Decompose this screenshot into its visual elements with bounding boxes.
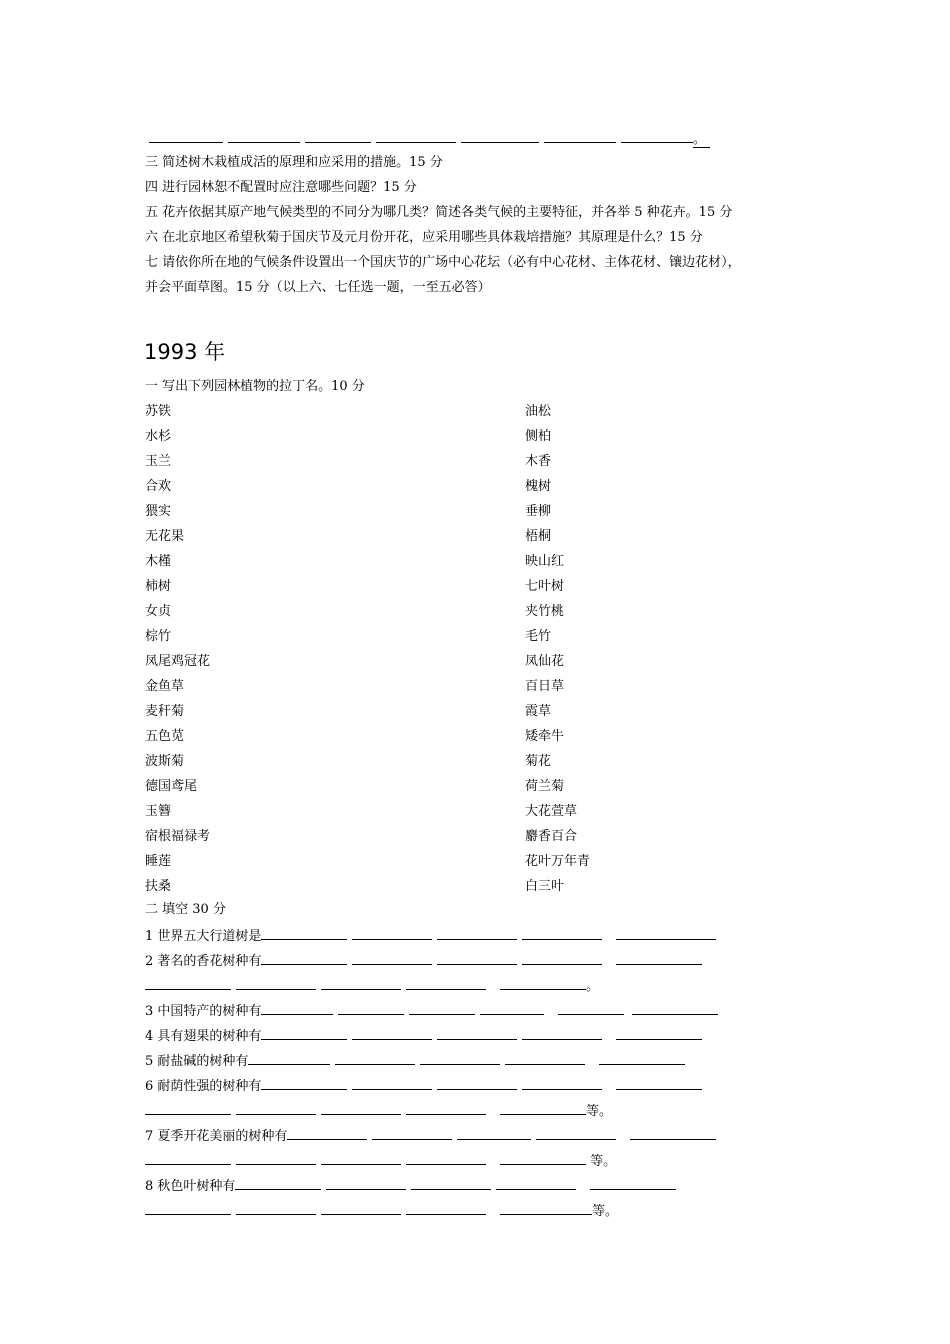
plant-name-right: 矮牵牛 (525, 729, 565, 744)
blank[interactable] (338, 1002, 404, 1015)
question-3: 三 简述树木栽植成活的原理和应采用的措施。15 分 (145, 155, 443, 170)
blank[interactable] (616, 927, 716, 940)
blank[interactable] (372, 1127, 452, 1140)
blank[interactable] (228, 130, 300, 143)
plant-name-left: 波斯菊 (145, 754, 185, 769)
blank[interactable] (321, 1152, 401, 1165)
blank[interactable] (522, 1077, 602, 1090)
plant-name-left: 棕竹 (145, 629, 172, 644)
fill-q8-label: 8 秋色叶树种有 (145, 1179, 236, 1194)
blank[interactable] (544, 130, 616, 143)
blank[interactable] (522, 927, 602, 940)
blank[interactable] (145, 1202, 231, 1215)
blank[interactable] (261, 927, 347, 940)
plant-name-left: 苏铁 (145, 404, 172, 419)
question-7: 七 请依你所在地的气候条件设置出一个国庆节的广场中心花坛（必有中心花材、主体花材、镶边花材）， (145, 255, 741, 270)
plant-name-left: 五色苋 (145, 729, 185, 744)
fill-q4 (145, 1027, 707, 1045)
fill-q6-end: 等。 (586, 1104, 613, 1119)
blank[interactable] (461, 130, 539, 143)
blank[interactable] (236, 1152, 316, 1165)
fill-q5-label: 5 耐盐碱的树种有 (145, 1054, 249, 1069)
blank[interactable] (352, 952, 432, 965)
plant-name-left: 无花果 (145, 529, 185, 544)
blank[interactable] (376, 130, 456, 143)
fill-q7-end: 等。 (586, 1154, 617, 1169)
fill-q8 (145, 1177, 681, 1195)
blank[interactable] (437, 1027, 517, 1040)
plant-name-left: 凤尾鸡冠花 (145, 654, 211, 669)
plant-name-right: 木香 (525, 454, 552, 469)
fill-q2-cont (145, 977, 599, 995)
fill-q5 (145, 1052, 690, 1070)
blank[interactable] (406, 1152, 486, 1165)
plant-name-left: 麦秆菊 (145, 704, 185, 719)
plant-name-left: 玉兰 (145, 454, 172, 469)
fill-q8-end: 等。 (592, 1204, 619, 1219)
fill-q7-label: 7 夏季开花美丽的树种有 (145, 1129, 288, 1144)
blank[interactable] (411, 1177, 491, 1190)
fill-q7-cont (145, 1152, 616, 1170)
plant-name-right: 白三叶 (525, 879, 565, 894)
plant-name-right: 油松 (525, 404, 552, 419)
blank[interactable] (409, 1002, 475, 1015)
plant-name-right: 垂柳 (525, 504, 552, 519)
blank[interactable] (326, 1177, 406, 1190)
blank[interactable] (505, 1052, 585, 1065)
year-heading: 1993 年 (144, 340, 226, 364)
blank[interactable] (236, 1102, 316, 1115)
blank[interactable] (632, 1002, 718, 1015)
blank[interactable] (437, 952, 517, 965)
blank[interactable] (457, 1127, 531, 1140)
plant-name-left: 水杉 (145, 429, 172, 444)
blank[interactable] (616, 952, 702, 965)
plant-name-right: 毛竹 (525, 629, 552, 644)
blank[interactable] (321, 1102, 401, 1115)
blank[interactable] (261, 1077, 347, 1090)
plant-name-left: 金鱼草 (145, 679, 185, 694)
fill-q1 (145, 927, 721, 945)
blank[interactable] (558, 1002, 624, 1015)
plant-name-left: 合欢 (145, 479, 172, 494)
plant-name-right: 映山红 (525, 554, 565, 569)
fill-q4-label: 4 具有翅果的树种有 (145, 1029, 262, 1044)
blank[interactable] (287, 1127, 367, 1140)
blank[interactable] (500, 977, 586, 990)
blank[interactable] (420, 1052, 500, 1065)
fill-q7 (145, 1127, 721, 1145)
blank[interactable] (248, 1052, 330, 1065)
plant-name-left: 柿树 (145, 579, 172, 594)
plant-name-right: 花叶万年青 (525, 854, 591, 869)
blank[interactable] (406, 977, 486, 990)
plant-name-left: 猥实 (145, 504, 172, 519)
fill-q2 (145, 952, 707, 970)
plant-name-right: 七叶树 (525, 579, 565, 594)
section-2-title: 二 填空 30 分 (145, 902, 226, 917)
blank[interactable] (500, 1152, 586, 1165)
blank[interactable] (616, 1027, 702, 1040)
blank[interactable] (261, 1027, 347, 1040)
blank[interactable] (261, 1002, 333, 1015)
plant-name-right: 麝香百合 (525, 829, 578, 844)
fill-q6-label: 6 耐荫性强的树种有 (145, 1079, 262, 1094)
blank[interactable] (236, 977, 316, 990)
fill-q2-end: 。 (586, 979, 600, 994)
blank[interactable] (145, 1102, 231, 1115)
fill-q8-cont (145, 1202, 618, 1220)
blank[interactable] (590, 1177, 676, 1190)
blank[interactable] (630, 1127, 716, 1140)
blank[interactable] (496, 1177, 576, 1190)
blank[interactable] (599, 1052, 685, 1065)
section-1-title: 一 写出下列园林植物的拉丁名。10 分 (145, 379, 365, 394)
blank[interactable] (406, 1202, 486, 1215)
blank[interactable] (500, 1202, 592, 1215)
blank[interactable] (321, 977, 401, 990)
question-6: 六 在北京地区希望秋菊于国庆节及元月份开花，应采用哪些具体栽培措施？其原理是什么？15 分 (145, 230, 703, 245)
blank[interactable] (621, 130, 693, 143)
blank[interactable] (522, 952, 602, 965)
blank[interactable] (352, 1027, 432, 1040)
blank[interactable] (335, 1052, 415, 1065)
blank[interactable] (352, 1077, 432, 1090)
plant-name-right: 菊花 (525, 754, 552, 769)
blank[interactable] (145, 977, 231, 990)
blank[interactable] (437, 927, 517, 940)
blank[interactable] (352, 927, 432, 940)
blank[interactable] (261, 952, 347, 965)
fill-q6 (145, 1077, 707, 1095)
fill-q6-cont (145, 1102, 612, 1120)
top-blank-line (149, 130, 710, 148)
fill-q1-label: 1 世界五大行道树是 (145, 929, 262, 944)
plant-name-left: 睡莲 (145, 854, 172, 869)
blank[interactable] (536, 1127, 616, 1140)
plant-name-left: 宿根福禄考 (145, 829, 211, 844)
top-period: 。 (693, 132, 710, 148)
plant-name-right: 侧柏 (525, 429, 552, 444)
question-5: 五 花卉依据其原产地气候类型的不同分为哪几类？简述各类气候的主要特征，并各举 5 种花卉。15 分 (145, 205, 733, 220)
blank[interactable] (616, 1077, 702, 1090)
blank[interactable] (522, 1027, 602, 1040)
blank[interactable] (149, 130, 223, 143)
question-7-cont: 并会平面草图。15 分（以上六、七任选一题，一至五必答） (145, 280, 491, 295)
plant-name-right: 大花萱草 (525, 804, 578, 819)
blank[interactable] (480, 1002, 544, 1015)
plant-name-left: 玉簪 (145, 804, 172, 819)
question-4: 四 进行园林恕不配置时应注意哪些问题？15 分 (145, 180, 417, 195)
plant-name-left: 木槿 (145, 554, 172, 569)
fill-q2-label: 2 著名的香花树种有 (145, 954, 262, 969)
plant-name-right: 槐树 (525, 479, 552, 494)
blank[interactable] (145, 1152, 231, 1165)
plant-name-left: 女贞 (145, 604, 172, 619)
fill-q3 (145, 1002, 723, 1020)
plant-name-right: 百日草 (525, 679, 565, 694)
plant-name-right: 凤仙花 (525, 654, 565, 669)
blank[interactable] (236, 1202, 316, 1215)
plant-name-right: 霞草 (525, 704, 552, 719)
plant-name-right: 荷兰菊 (525, 779, 565, 794)
plant-name-right: 梧桐 (525, 529, 552, 544)
fill-q3-label: 3 中国特产的树种有 (145, 1004, 262, 1019)
blank[interactable] (437, 1077, 517, 1090)
plant-name-left: 扶桑 (145, 879, 172, 894)
blank[interactable] (235, 1177, 321, 1190)
plant-name-left: 德国鸢尾 (145, 779, 198, 794)
blank[interactable] (500, 1102, 586, 1115)
plant-name-right: 夹竹桃 (525, 604, 565, 619)
blank[interactable] (321, 1202, 401, 1215)
blank[interactable] (406, 1102, 486, 1115)
blank[interactable] (305, 130, 371, 143)
